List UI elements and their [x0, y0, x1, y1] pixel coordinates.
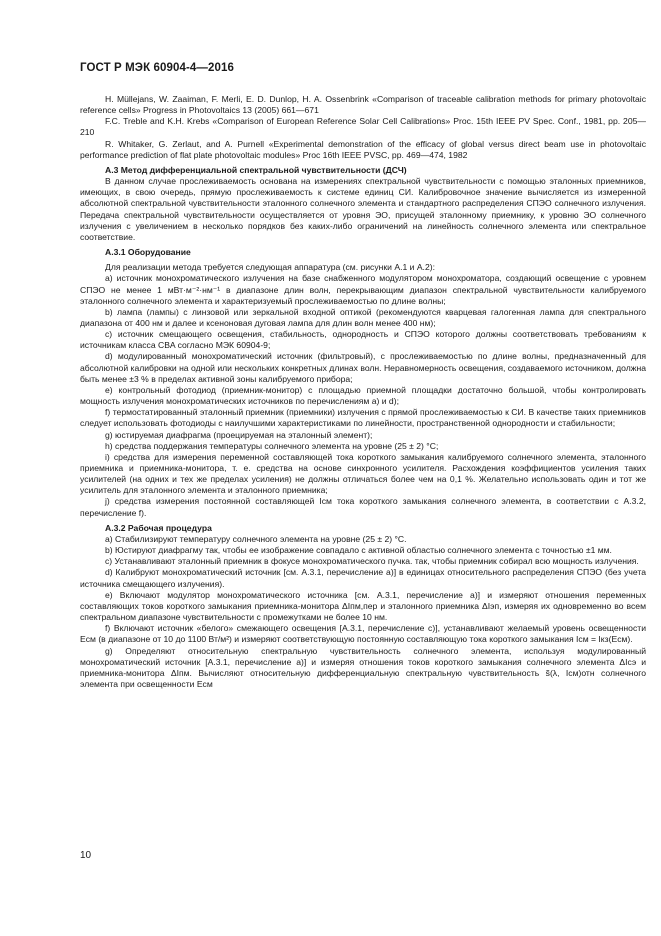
- reference-entry: R. Whitaker, G. Zerlaut, and A. Purnell «Experimental demonstration of the efficacy of global versus direct beam use in photovoltaic performance prediction of flat plate photovoltaic modules» Proc 16th IEEE PVSC, pp. 469—474, 1982: [80, 138, 646, 160]
- body-paragraph: В данном случае прослеживаемость основана на измерениях спектральной чувствительности с помощью эталонных приемников, имеющих, в свою очередь, прямую прослеживаемость к системе единиц СИ. Калибровочное значение вычисляется из измеренной абсолютной спектральной чувствительности эталонного солнечного элемента и стандартного распределения СПЭО солнечного излучения. Передача спектральной чувствительности осуществляется от уровня ЭО, присущей эталонному приемнику, к уровню ЭО солнечного излучения с увеличением в несколько порядков без каких-либо ограничений на линейность солнечного элемента или спектральное соответствие.: [80, 176, 646, 242]
- page-body: [80, 94, 646, 690]
- list-item: c) Устанавливают эталонный приемник в фокусе монохроматического пучка. так, чтобы приемник собирал всю мощность излучения.: [105, 556, 639, 567]
- list-item: a) источник монохроматического излучения на базе снабженного модулятором монохроматора, создающий освещение с уровнем СПЭО не менее 1 мВт·м⁻²·нм⁻¹ в диапазоне длин волн, перекрывающим диапазон спектральной чувствительности калибруемого эталонного солнечного элемента и характеризуемый прослеживаемостью по длине волны;: [80, 273, 646, 306]
- list-item: g) юстируемая диафрагма (проецируемая на эталонный элемент);: [105, 429, 373, 440]
- list-item: e) контрольный фотодиод (приемник-монитор) с площадью приемной площадки достаточно большой, чтобы контролировать мощность излучения монохроматических источников по перечислениям а) и d);: [80, 384, 646, 407]
- list-item: b) лампа (лампы) с линзовой или зеркальной входной оптикой (рекомендуются кварцевая галогенная лампа для спектрального диапазона от 400 нм и далее и ксеноновая дуговая лампа для длин волн менее 400 нм);: [80, 306, 646, 328]
- list-item: h) средства поддержания температуры солнечного элемента на уровне (25 ± 2) °С;: [105, 440, 439, 451]
- list-item: c) источник смещающего освещения, стабильность, однородность и СПЭО которого должны соответствовать требованиям к источникам класса CBA согласно МЭК 60904-9;: [80, 329, 646, 351]
- page-header-standard-code: ГОСТ Р МЭК 60904-4—2016: [80, 62, 234, 74]
- section-heading-a32: А.3.2 Рабочая процедура: [105, 522, 212, 533]
- list-item: d) Калибруют монохроматический источник [см. А.3.1, перечисление а)] в единицах относительного распределения СПЭО (без учета источника смещающего излучения).: [80, 567, 646, 589]
- list-item: g) Определяют относительную спектральную чувствительность солнечного элемента, используя модулированный монохроматический источник [А.3.1, перечисление а)] и измеряя отношения токов короткого замыкания солнечного элемента ΔIсэ и приемника-монитора ΔIпм. Вычисляют относительную дифференциальную спектральную чувствительность s̃(λ, Iсм)отн солнечного элемента при освещенности Eсм: [80, 645, 646, 689]
- section-heading-a31: А.3.1 Оборудование: [105, 247, 191, 258]
- list-item: f) термостатированный эталонный приемник (приемники) излучения с прямой прослеживаемостью к СИ. В качестве таких приемников следует использовать фотодиоды с наилучшими характеристиками по линейности, пространственной однородности и стабильности;: [80, 407, 646, 429]
- list-item: e) Включают модулятор монохроматического источника [см. А.3.1, перечисление а)] и измеряют отношения переменных составляющих токов короткого замыкания приемника-монитора ΔIпм,пер и эталонного приемника ΔIэп, измеряя их одновременно во всем спектральном диапазоне чувствительности с промежутками не более 10 нм.: [80, 589, 646, 623]
- list-item: f) Включают источник «белого» смежающего освещения [А.3.1, перечисление c)], устанавливают желаемый уровень освещенности Eсм (в диапазоне от 10 до 1100 Вт/м²) и измеряют соответствующую постоянную составляющую тока короткого замыкания Iсм = Iкз(Eсм).: [80, 623, 646, 645]
- list-item: i) средства для измерения переменной составляющей тока короткого замыкания калибруемого солнечного элемента, эталонного приемника и приемника-монитора, т. е. средства на основе синхронного усилителя. Расхождения коэффициентов усиления таких усилителей (на одних и тех же пределах усиления) не должны отличаться более чем на 0,1 %. Желательно использовать один и тот же усилитель для эталонного элемента и эталонного приемника;: [80, 451, 646, 496]
- list-item: b) Юстируют диафрагму так, чтобы ее изображение совпадало с активной областью солнечного элемента с точностью ±1 мм.: [105, 545, 612, 556]
- section-heading-a3: А.3 Метод дифференциальной спектральной чувствительности (ДСЧ): [105, 164, 407, 175]
- body-paragraph: Для реализации метода требуется следующая аппаратура (см. рисунки А.1 и А.2):: [105, 262, 435, 273]
- reference-entry: F.C. Treble and K.H. Krebs «Comparison of European Reference Solar Cell Calibrations» Proc. 15th IEEE PV Spec. Conf., 1981, pp. 205—210: [80, 116, 646, 138]
- reference-entry: H. Müllejans, W. Zaaiman, F. Merli, E. D. Dunlop, H. A. Ossenbrink «Comparison of traceable calibration methods for primary photovoltaic reference cells» Progress in Photovoltaics 13 (2005) 661—671: [80, 94, 646, 116]
- page-number: 10: [80, 850, 92, 861]
- list-item: j) средства измерения постоянной составляющей Iсм тока короткого замыкания солнечного элемента, в соответствии с А.3.2, перечисление f).: [80, 496, 646, 518]
- list-item: d) модулированный монохроматический источник (фильтровый), с прослеживаемостью по длине волны, предназначенный для абсолютной калибровки на одной или нескольких конкретных длинах волн. Неравномерность освещения, создаваемого источником, должна быть менее ±3 % в пределах активной зоны калибруемого прибора;: [80, 351, 646, 384]
- list-item: a) Стабилизируют температуру солнечного элемента на уровне (25 ± 2) °С.: [105, 533, 407, 544]
